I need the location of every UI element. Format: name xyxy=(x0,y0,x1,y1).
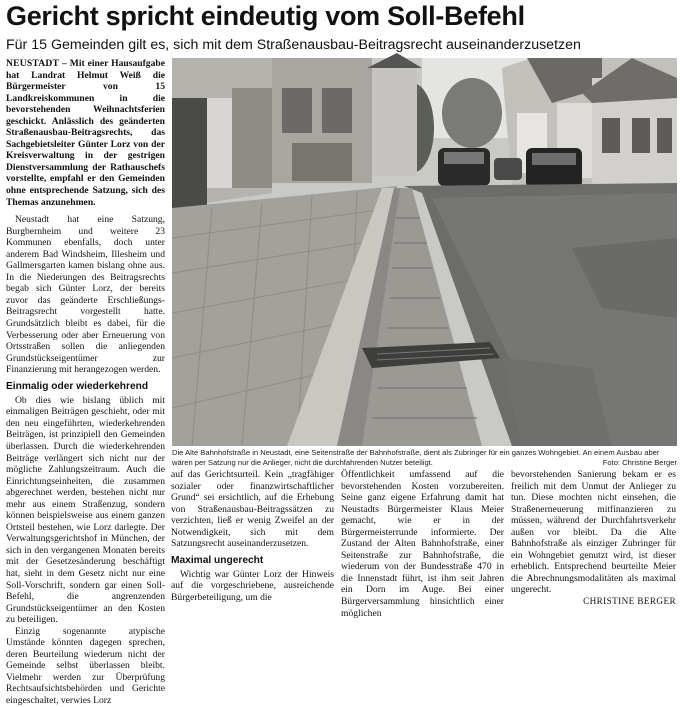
section-subhead: Maximal ungerecht xyxy=(171,554,264,566)
body-paragraph: Wichtig war Günter Lorz der Hinweis auf die vorgeschriebene, ausreichende Bürgerbeteiligung, um die xyxy=(171,568,334,603)
article-column-1 xyxy=(6,58,165,706)
lead-paragraph xyxy=(6,58,165,208)
body-paragraph: Einzig sogenannte atypische Umstände könnten dagegen sprechen, deren Beurteilung wiederum nicht der Gemeinde selbst überlassen bleibt. Vielmehr werden zur Überprüfung Rechtsaufsichtsbehörden und Gerichte eingeschaltet, verwies Lorz xyxy=(6,625,165,706)
section-subhead: Einmalig oder wiederkehrend xyxy=(6,380,149,392)
article-column-4 xyxy=(511,469,676,607)
body-paragraph: auf das Gerichtsurteil. Kein „tragfähiger sozialer oder finanzwirtschaftlicher Grund“ sei ersichtlich, auf die Erhebung von Straßenausbau-Beitragssätzen zu verzichten, ließ er wenig Zweifel an der Notwendigkeit, sich mit dem Satzungsrecht auseinanderzusetzen. xyxy=(171,469,334,550)
lead-text: – Mit einer Hausaufgabe hat Landrat Helmut Weiß die Bürgermeister von 15 Landkreiskommunen in die bevorstehenden Weihnachtsferien geschickt. Anlässlich des geänderten Straßenausbau-Beitragsrechts, das Sachgebietsleiter Günter Lorz von der Kreisverwaltung in der gestrigen Dienstversammlung der Rathauschefs vorstellte, empfahl er den Gemeinden ohne entsprechende Satzung, sich des Themas anzunehmen. xyxy=(6,58,165,208)
photo-caption xyxy=(172,448,677,467)
dateline: NEUSTADT xyxy=(6,58,60,69)
author-byline: CHRISTINE BERGER xyxy=(583,596,676,607)
article-column-3 xyxy=(341,469,504,619)
body-paragraph: Ob dies wie bislang üblich mit einmaligen Beiträgen geschieht, oder mit den neu eingeführten, wiederkehrenden Beiträgen, ist prinzipiell den Gemeinden überlassen. Durch die wiederkehrenden Beiträge verlängert sich nicht nur der mögliche Zahlungszeitraum. Auch die Einrichtungseinheiten, die zusammen abgerechnet werden, bestehen nicht nur mehr aus einem Straßenzug, sondern können beispielsweise aus einem ganzen Ortsteil bestehen, wie Lorz darlegte. Der Verwaltungsgerichtshof in München, der sich in den vergangenen Monaten bereits mit der Gesetzesänderung beschäftigt hat, sieht in dem Gesetz nicht nur eine Soll-Vorschrift, sondern gar einen Soll-Befehl, die angrenzenden Grundstückseigentümer an den Kosten zu beteiligen. xyxy=(6,394,165,626)
body-paragraph: Neustadt hat eine Satzung, Burgbernheim und weitere 23 Kommunen ebenfalls, doch unter anderem Bad Windsheim, Illesheim und Gallmersgarten kamen bislang ohne aus. In die Niederungen des Beitragsrechts begab sich Günter Lorz, der bereits zuvor das geänderte Erschließungs-Beitragsrecht vorgestellt hatte. Grundsätzlich bleibt es dabei, für die Verbesserung oder aber Erneuerung von Ortsstraßen sollen die anliegenden Grundstückseigentümer zur Finanzierung mit herangezogen werden. xyxy=(6,214,165,376)
article-column-2 xyxy=(171,469,334,603)
street-photo xyxy=(172,58,677,446)
photo-credit: Foto: Christine Berger xyxy=(602,457,677,467)
body-paragraph: Öffentlichkeit umfassend auf die bevorstehenden Kosten vorzubereiten. Seine ganz eigene Erfahrung damit hat Neustadts Bürgermeister Klaus Meier gemacht, wie er in der Bürgermeisterrunde informierte. Der Zustand der Alten Bahnhofstraße, einer Seitenstraße zur Bahnhofstraße, die wiederum von der Bundesstraße 470 in die Innenstadt führt, ist ihm seit Jahren ein Dorn im Auge. Bei einer Bürgerversammlung hinsichtlich einer möglichen xyxy=(341,469,504,619)
subheadline: Für 15 Gemeinden gilt es, sich mit dem Straßenausbau-Beitragsrecht auseinanderzusetzen xyxy=(6,37,581,53)
headline: Gericht spricht eindeutig vom Soll-Befehl xyxy=(6,1,525,31)
caption-text: Die Alte Bahnhofstraße in Neustadt, eine Seitenstraße der Bahnhofstraße, dient als Zubringer für ein ganzes Wohngebiet. An einem Ausbau aber wären per Satzung nur die Anlieger, nicht die durchfahrenden Nutzer beteiligt. xyxy=(172,448,660,467)
body-paragraph: bevorstehenden Sanierung bekam er es freilich mit dem Unmut der Anlieger zu tun. Diese mochten nicht einsehen, die Straßenerneuerung mitfinanzieren zu müssen, während der Durchfahrtsverkehr außen vor bleibt. Da die Alte Bahnhofstraße als einziger Zubringer für ein Wohngebiet genutzt wird, ist dieser erheblich. Entsprechend beurteilte Meier die Abrechnungsmodalitäten als maximal ungerecht. xyxy=(511,469,676,596)
